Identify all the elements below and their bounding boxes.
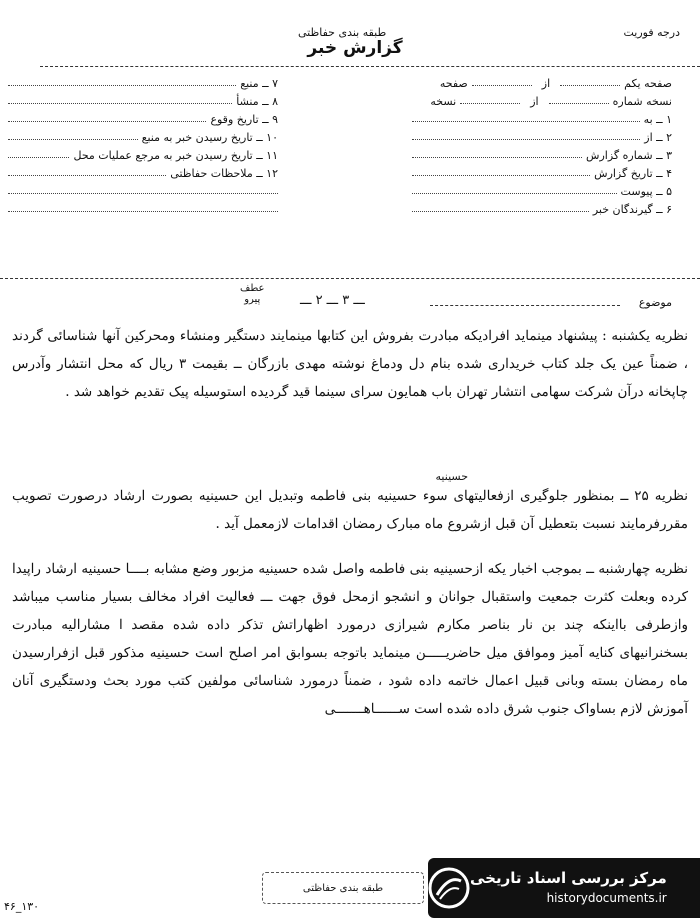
field-blank [472,85,532,86]
header-divider [40,66,700,67]
watermark-title: مرکز بررسی اسناد تاریخی [470,869,667,887]
field-label: ۷ ــ منبع [240,77,278,90]
field-occurrence-date [8,108,278,126]
field-blank [8,85,236,86]
classification-label: طبقه بندی حفاظتی [298,26,387,39]
field-report-date [412,162,672,180]
field-label: ۸ ــ منشأ [236,95,278,108]
form-title: گزارش خبر [307,38,403,58]
watermark-url: historydocuments.ir [546,891,667,905]
subject-row [0,293,700,313]
field-label: ۶ ــ گیرندگان خبر [592,203,672,216]
field-label: ۱۱ ــ تاریخ رسیدن خبر به مرجع عملیات محل [73,149,278,162]
field-origin [8,90,278,108]
field-label: ۴ ــ تاریخ گزارش [594,167,672,180]
field-security-notes [8,162,278,180]
field-from [412,126,672,144]
paragraph-text: نظریه چهارشنبه ــ بموجب اخبار یکه ازحسینیه بنی فاطمه واصل شده حسینیه مزبور وضع مشابه بــــا حسینیه ارشاد راپیدا کرده وبعلت کثرت جمعیت واستقبال جوانان و انشجو ازمحل فوق جهت ـــ فعالیت افراد مخالف بسیار مناسب میباشد وازطرفی بااینکه چند بن نار بناصر مکارم شیرازی درمورد اظهاراتش تذکر داده شده مقصد ا مشارالیه مبادرت بسخنرانیهای کنایه آمیز وموافق میل حاضریـــــن مینماید باتوجه بسوابق امر اصلح است حسینیه مذکور قبل ازفرارسیدن ماه رمضان بسته وبانی قبیل اعمال خاتمه داده شود ، ضمناً درمورد شناسائی مولفین کتب مورد بحث ودستگیری آنان آموزش لازم بساواک جنوب شرق داده شده است ســــــاهـــــــی [12,561,688,717]
watermark-text [470,868,667,908]
field-report-number [412,144,672,162]
field-tail: صفحه [439,77,468,90]
field-blank [412,121,640,122]
field-blank [8,103,232,104]
field-extra-line [8,180,278,198]
followup-label: پیرو [244,294,261,305]
field-label: ۹ ــ تاریخ وقوع [210,113,278,126]
reference-box [240,283,265,305]
field-blank [412,193,617,194]
field-blank [412,211,589,212]
field-label: ۲ ــ از [644,131,672,144]
stamp-text: طبقه بندی حفاظتی [302,882,384,894]
field-label: ۱۰ ــ تاریخ رسیدن خبر به منبع [141,131,278,144]
archive-watermark [428,858,700,918]
classification-stamp [262,872,424,904]
field-blank [8,211,278,212]
subject-blank [430,305,620,306]
field-blank [560,85,620,86]
field-to [412,108,672,126]
field-extra-line [8,198,278,216]
handwritten-insert: حسینیه [435,470,468,483]
field-label: ۵ ــ پیوست [620,185,672,198]
field-blank [8,193,278,194]
subject-label: موضوع [638,296,672,309]
field-blank [549,103,609,104]
field-blank [8,175,166,176]
paragraph-text: نظریه یکشنبه : پیشنهاد مینماید افرادیکه مبادرت بفروش این کتابها مینمایند دستگیر ومنشاء ومحرکین آنها شناسائی گردند ، ضمناً عین یک جلد کتاب خریداری شده بنام دل ودماغ نوشته مهدی بازرگان ــ بقیمت ۳ ریال که محل انتشار وآدرس چاپخانه درآن شرکت سهامی انتشار تهران باب همایون سرای سینما قید گردیده استوسیله پیک تقدیم خواهد شد . [12,328,688,400]
field-page [412,72,672,90]
field-blank [412,175,590,176]
field-blank [412,157,582,158]
field-blank [460,103,520,104]
field-label: ۱۲ ــ ملاحظات حفاظتی [170,167,278,180]
field-mid: از [530,95,539,108]
field-attachment [412,180,672,198]
field-mid: از [541,77,551,90]
report-fields-right [412,72,672,216]
field-blank [8,157,69,158]
field-received-by-source [8,126,278,144]
field-tail: نسخه [430,95,457,108]
field-label: ۱ ــ به [643,113,672,126]
paragraph-text: نظریه ۲۵ ــ بمنظور جلوگیری ازفعالیتهای سوء حسینیه بنی فاطمه وتبدیل این حسینیه بصورت ارشاد درصورت تصویب مقررفرمایند نسبت بتعطیل آن قبل ازشروع ماه مبارک رمضان اقدامات لازمعمل آید . [12,488,688,532]
field-blank [8,139,138,140]
reference-label: عطف [240,283,265,294]
field-source [8,72,278,90]
body-paragraph-3 [12,555,688,723]
field-label: نسخه شماره [612,95,672,108]
subject-reference: ـــ ۳ ـــ ۲ ـــ [300,293,365,308]
field-label: ۳ ــ شماره گزارش [586,149,672,162]
priority-label: درجه فوریت [623,26,680,39]
fields-divider [0,278,700,279]
archive-logo-icon [428,867,470,909]
body-paragraph-1 [12,322,688,406]
field-copy-number [412,90,672,108]
field-blank [8,121,206,122]
field-blank [412,139,640,140]
field-received-by-office [8,144,278,162]
report-fields-left [8,72,278,216]
field-recipients [412,198,672,216]
body-paragraph-2 [12,482,688,538]
document-number: ۴۶_۱۳۰ [4,900,40,913]
field-label: صفحه یکم [624,77,672,90]
